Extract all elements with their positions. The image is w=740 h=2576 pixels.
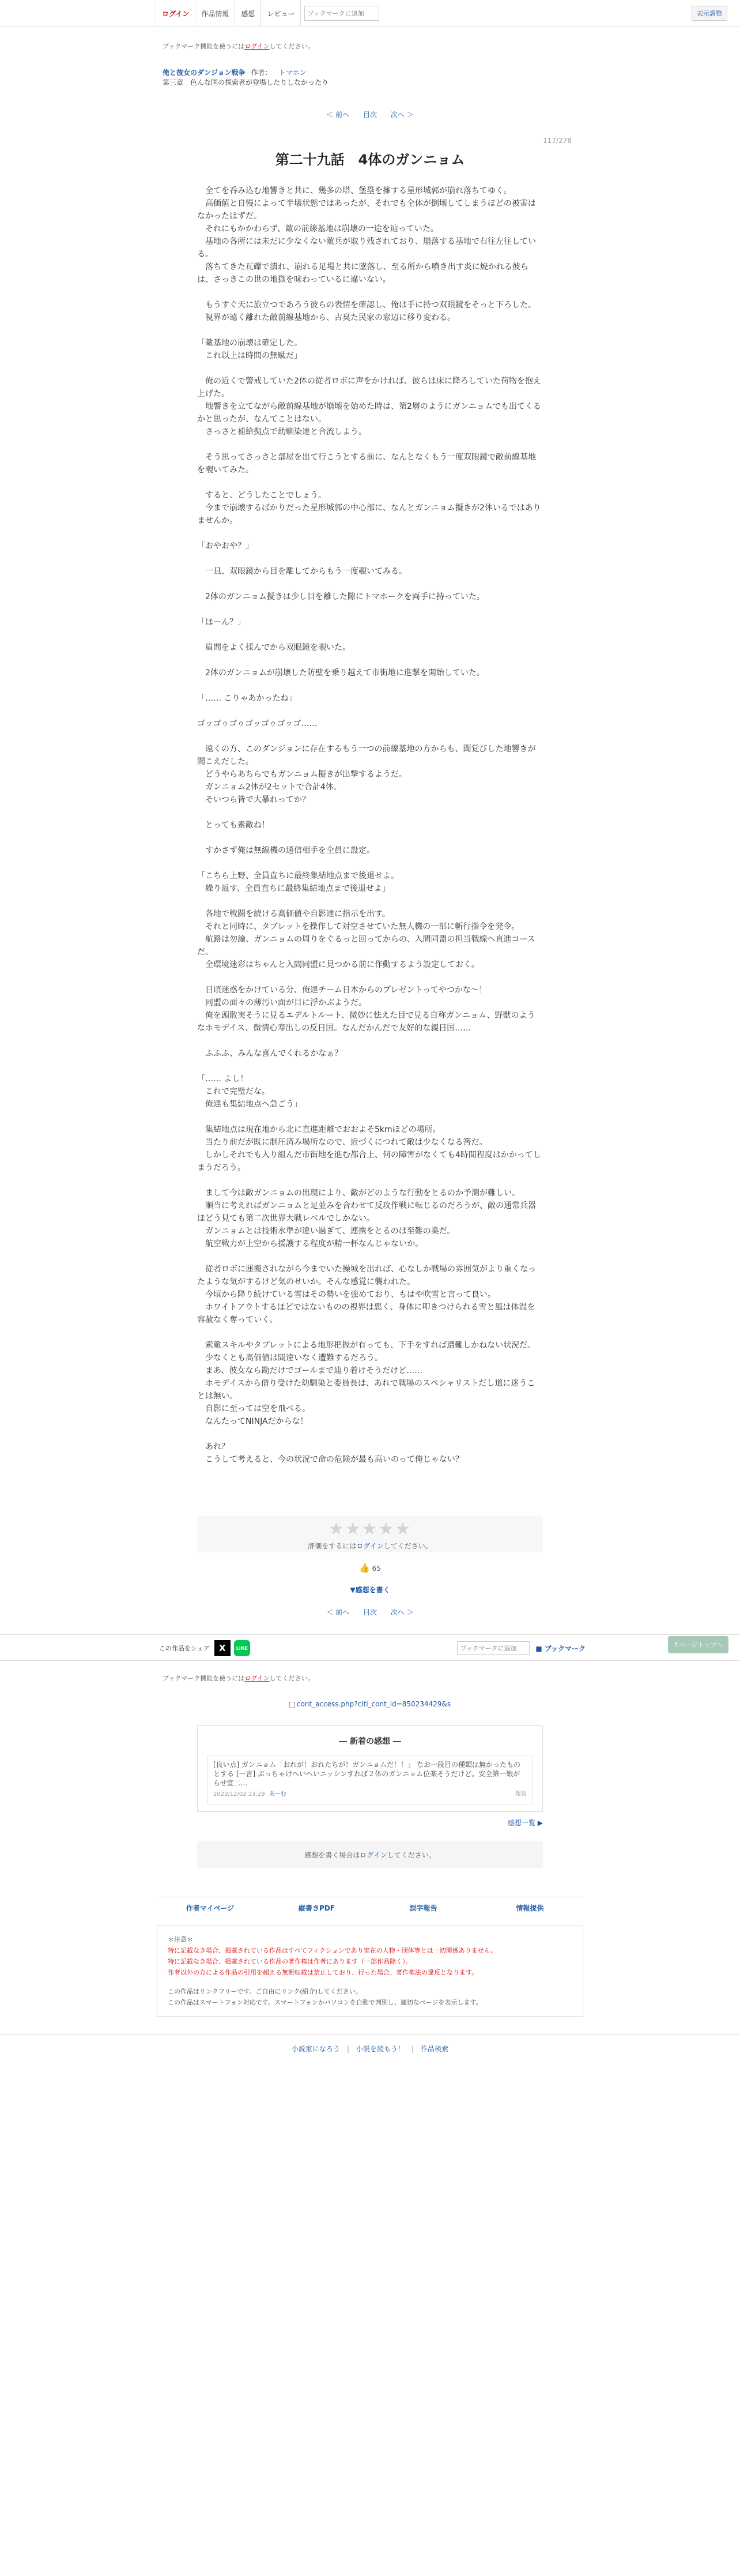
nav-impressions[interactable]: 感想	[235, 0, 261, 27]
toc-link-bottom[interactable]: 目次	[363, 1608, 377, 1616]
novel-paragraph: 眉間をよく揉んでから双眼鏡を覗いた。	[197, 643, 350, 652]
caution-line: 特に記載なき場合、掲載されている作品の著作権は作者にあります（一部作品除く）。	[168, 1958, 412, 1965]
novel-paragraph	[197, 527, 543, 540]
novel-paragraph	[197, 438, 543, 451]
novel-paragraph: それと同時に、タブレットを操作して対空させていた無人機の一部に斬行指令を発令。	[197, 922, 520, 931]
novel-paragraph	[197, 730, 543, 743]
caution-box	[157, 1926, 583, 2017]
author-link[interactable]: トマホン	[278, 69, 307, 77]
toc-link[interactable]: 目次	[363, 111, 377, 119]
novel-paragraph: まあ、彼女なら勘だけでゴールまで辿り着けそうだけど……	[197, 1366, 423, 1375]
work-info	[163, 68, 577, 88]
novel-paragraph	[197, 1326, 543, 1339]
novel-paragraph: さっさと補給拠点で幼馴染達と合流しよう。	[197, 427, 367, 437]
write-impression-toggle[interactable]: ▼感想を書く	[350, 1586, 390, 1594]
caution-note: この作品はリンクフリーです。ご自由にリンク(紹介)してください。	[168, 1988, 362, 1995]
chapter-title: 第三章 色んな国の探索者が登場したりしなかったり	[163, 78, 329, 87]
rating-note	[197, 1541, 543, 1551]
novel-paragraph: 「…… よし！	[197, 1074, 248, 1084]
write-box-post: してください。	[387, 1851, 436, 1859]
impression-meta	[213, 1790, 527, 1799]
novel-paragraph	[197, 476, 543, 489]
novel-paragraph	[197, 286, 543, 299]
novel-paragraph	[197, 1111, 543, 1123]
bottom-bar	[0, 2034, 740, 2063]
prev-link[interactable]: ＜ 前へ	[326, 111, 350, 119]
novel-paragraph: 集結地点は現在地から北に直進距離でおおよそ5kmほどの場所。	[197, 1125, 441, 1134]
novel-paragraph: とっても素敵ね！	[197, 821, 270, 830]
display-settings-button[interactable]: 表示調整	[692, 6, 727, 21]
likes-count: 65	[372, 1565, 381, 1573]
novel-paragraph: 「ほーん？」	[197, 618, 246, 627]
novel-paragraph: 「おやおや？」	[197, 541, 254, 551]
bookmark-notice-bottom-post: してください。	[269, 1675, 314, 1682]
nav-reviews[interactable]: レビュー	[261, 0, 301, 27]
novel-paragraph: あれ？	[197, 1442, 229, 1451]
next-link[interactable]: 次へ ＞	[390, 111, 414, 119]
share-label: この作品をシェア	[159, 1645, 210, 1652]
novel-paragraph: これで完璧だな。	[197, 1087, 270, 1096]
novel-paragraph: 遠くの方、このダンジョンに存在するもう一つの前線基地の方からも、聞覚びした地響きが聞こえだした。	[197, 744, 536, 766]
novel-paragraph: 航路は勿論、ガンニョムの周りをぐるっと回ってからの、入間同盟の担当戦線へ直進コースだ。	[197, 935, 535, 957]
bookmark-notice-bottom-login-link[interactable]: ログイン	[244, 1675, 270, 1682]
novel-paragraph: 全環境迷彩はちゃんと入間同盟に見つかる前に作動するよう設定しておく。	[197, 960, 480, 969]
new-impressions-heading: ― 新着の感想 ―	[339, 1737, 401, 1746]
novel-body	[197, 185, 543, 1466]
content-wrap	[163, 42, 577, 168]
write-box-pre: 感想を書く場合は	[304, 1851, 360, 1859]
novel-paragraph: 従者ロボに運搬されながら今までいた操城を出れば、心なしか戦場の雰囲気がより重くなったような気がするけど気のせいか。そんな感覚に襲われた。	[197, 1265, 536, 1287]
novel-paragraph	[197, 705, 543, 717]
bookmark-notice-post: してください。	[269, 43, 314, 50]
novel-paragraph: 同盟の面々の薄汚い面が目に浮かぶようだ。	[197, 998, 367, 1007]
impression-report-link[interactable]: 報報	[515, 1791, 527, 1797]
novel-paragraph: 繰り返す、全員直ちに最終集結地点まで後退せよ」	[197, 884, 390, 893]
novel-paragraph: 俺を頭散実そうに見るエデルトルート、微妙に怯えた目で見る自称ガンニョム、野獣のようなホモデイス、微情心寿出しの反日国。なんだかんだで友好的な親日国……	[197, 1011, 535, 1033]
novel-paragraph	[197, 832, 543, 844]
novel-paragraph	[197, 603, 543, 616]
top-nav	[156, 0, 628, 27]
bookmark-notice	[163, 42, 577, 51]
novel-paragraph	[197, 1250, 543, 1263]
novel-paragraph: どうやらあちらでもガンニョム擬きが出撃するようだ。	[197, 770, 407, 779]
access-banner[interactable]	[0, 1700, 740, 1708]
caution-line: 作者以外の方による作品の引用を超える無断転載は禁止しており、行った場合、著作権法の違反となります。	[168, 1969, 478, 1976]
share-bar-inner	[159, 1635, 586, 1661]
series-title-link[interactable]: 俺と彼女のダンジョン戦争	[163, 69, 246, 77]
next-link-bottom[interactable]: 次へ ＞	[390, 1608, 414, 1616]
bookmark-notice-bottom-pre: ブックマーク機能を使うには	[163, 1675, 245, 1682]
page-number: 117/278	[543, 137, 572, 145]
novel-paragraph: 「こちら上野、全員直ちに最終集結地点まで後退せよ。	[197, 871, 399, 881]
author-mypage-link[interactable]: 作者マイページ	[186, 1904, 235, 1912]
bookmark-notice-pre: ブックマーク機能を使うには	[163, 43, 245, 50]
caution-gap	[168, 1978, 572, 1986]
novel-paragraph: こうして考えると、今の状況で命の危険が最も高いのって俺じゃない？	[197, 1455, 463, 1464]
novel-paragraph	[197, 324, 543, 337]
novel-paragraph: 「敵基地の崩壊は確定した。	[197, 339, 302, 348]
top-bar	[0, 0, 740, 27]
impressions-list-link[interactable]: 感想一覧 ▶	[507, 1819, 543, 1827]
novel-paragraph	[197, 1035, 543, 1047]
rating-note-pre: 評価をするには	[308, 1542, 357, 1550]
share-bookmark-input[interactable]	[457, 1641, 530, 1655]
novel-paragraph: これ以上は時間の無駄だ」	[197, 351, 302, 360]
bookmark-add-input[interactable]	[304, 6, 379, 21]
novel-paragraph: 落ちてきた瓦礫で潰れ、崩れる足場と共に墜落し、至る所から噴き出す炎に焼かれる彼らは、さっきこの世の地獄を味わっているに違いない。	[197, 262, 528, 284]
novel-paragraph	[197, 654, 543, 667]
likes[interactable]	[0, 1563, 740, 1573]
novel-paragraph: ホワイトアウトするほどではないものの視界は悪く、身体に叩きつけられる雪と風は体温を容赦なく奪っていく。	[197, 1303, 535, 1325]
novel-paragraph	[197, 362, 543, 375]
nav-login[interactable]: ログイン	[156, 0, 195, 27]
broken-image-icon	[289, 1702, 295, 1708]
novel-paragraph	[197, 679, 543, 692]
bookmark-notice-login-link[interactable]: ログイン	[244, 43, 270, 50]
access-banner-text: cont_access.php?citi_cont_id=850234429&s	[296, 1700, 451, 1708]
novel-paragraph: 索敵スキルやタブレットによる地形把握が有っても、下手をすれば遭難しかねない状況だ。	[197, 1341, 536, 1350]
work-search-link[interactable]: 作品検索	[421, 2045, 449, 2053]
novel-paragraph: 当たり前だが既に制圧済み場所なので、近づくにつれて敵は少なくなる筈だ。	[197, 1138, 488, 1147]
novel-paragraph: 俺達も集結地点へ急ごう」	[197, 1100, 302, 1109]
write-box-login-link[interactable]: ログイン	[360, 1851, 387, 1859]
site-home-link[interactable]: 小説家になろう	[291, 2045, 340, 2053]
rating-note-post: してください。	[383, 1542, 432, 1550]
novel-paragraph: まして今は敵ガンニョムの出現により、敵がどのような行動をとるのか予測が難しい。	[197, 1189, 520, 1198]
novel-paragraph: 各地で戦闘を続ける高価値や自影達に指示を出す。	[197, 909, 390, 919]
novel-paragraph	[197, 1428, 543, 1441]
novel-paragraph: ゴッゴゥゴゥゴッゴゥゴッゴ……	[197, 719, 318, 728]
novel-paragraph: そう思ってさっさと部屋を出て行こうとする前に、なんとなくもう一度双眼鏡で敵前線基地を覗いてみた。	[197, 453, 536, 475]
author-label: 作者：	[251, 69, 272, 77]
novel-paragraph: それにもかかわらず、敵の前線基地は崩壊の一途を辿っていた。	[197, 224, 439, 234]
line-share-icon[interactable]: LINE	[234, 1640, 250, 1656]
novel-paragraph	[197, 629, 543, 641]
novel-paragraph: 「…… こりゃあかったね」	[197, 694, 297, 703]
novel-paragraph: 基地の各所には未だに少なくない敵兵が取り残されており、崩落する基地で右往左往している。	[197, 237, 536, 259]
pager-bottom	[0, 1607, 740, 1617]
prev-link-bottom[interactable]: ＜ 前へ	[326, 1608, 350, 1616]
novel-paragraph	[197, 1060, 543, 1073]
bottom-sep: |	[346, 2044, 349, 2053]
rating-stars[interactable]: ★★★★★	[328, 1519, 412, 1539]
novel-paragraph: そいつら皆で大暴れってか？	[197, 795, 310, 804]
info-provide-link[interactable]: 情報提供	[516, 1904, 544, 1912]
footer-links	[157, 1897, 583, 1919]
page-top-button[interactable]: ↑ページトップへ	[668, 1636, 728, 1653]
novel-paragraph: 少なくとも高価値は間違いなく遭難するだろう。	[197, 1353, 383, 1363]
novel-paragraph: 2体のガンニョム擬きは少し目を離した隙にトマホークを両手に持っていた。	[197, 592, 485, 601]
episode-title: 第二十九話 4体のガンニョム	[275, 152, 465, 168]
novel-paragraph: ガンニョム2体が2セットで合計4体。	[197, 783, 342, 792]
novel-paragraph: 2体のガンニョムが崩壊した防壁を乗り越えて市街地に進撃を開始していた。	[197, 668, 485, 678]
caution-note: この作品はスマートフォン対応です。スマートフォンかパソコンを自動で判別し、適切なページを表示します。	[168, 1999, 482, 2006]
nav-work-info[interactable]: 作品情報	[195, 0, 235, 27]
novel-paragraph: 地響きを立てながら敵前線基地が崩壊を始めた時は、第2層のようにガンニョムでも出てくるかと思ったが、なんてことはない。	[197, 402, 541, 424]
thumbs-up-icon: 👍	[359, 1563, 370, 1573]
rating-box	[197, 1515, 543, 1552]
yomou-link[interactable]: 小説を読もう！	[356, 2045, 405, 2053]
novel-paragraph	[197, 971, 543, 984]
novel-paragraph	[197, 895, 543, 908]
novel-paragraph: 今頃から降り続けている雪はその勢いを強めており、もはや吹雪と言って良い。	[197, 1290, 496, 1299]
novel-paragraph: なんたってNINJAだからな！	[197, 1417, 308, 1426]
x-share-icon[interactable]: X	[214, 1640, 231, 1656]
typo-report-link[interactable]: 誤字報告	[409, 1904, 437, 1912]
novel-paragraph: 日頃迷惑をかけている分、俺達チーム日本からのプレゼントってやつかな～！	[197, 986, 487, 995]
bookmark-button[interactable]: ■ ブックマーク	[535, 1644, 586, 1653]
novel-paragraph: ガンニョムとは技術水準が違い過ぎて、連携をとるのは至難の業だ。	[197, 1227, 455, 1236]
novel-paragraph: すかさず俺は無線機の通信相手を全員に設定。	[197, 846, 375, 855]
impression-date: 2023/12/02 23:29	[213, 1791, 265, 1797]
novel-paragraph: しかしそれでも入り組んだ市街地を進む都合上、何の障害がなくても4時間程度はかかってしまうだろう。	[197, 1150, 541, 1172]
novel-paragraph	[197, 857, 543, 870]
write-impression-box	[197, 1841, 543, 1868]
share-bar	[0, 1634, 740, 1661]
bookmark-notice-bottom	[163, 1674, 577, 1683]
novel-paragraph: ふふふ、みんな喜んでくれるかなぁ？	[197, 1049, 343, 1058]
novel-paragraph: 高価値と自慢によって半壊状態ではあったが、それでも全体が倒壊してしまうほどの被害はなかったはずだ。	[197, 199, 536, 221]
share-bookmark-area	[457, 1641, 586, 1655]
novel-paragraph: 航空戦力が上空から援護する程度が精一杯なんじゃないか。	[197, 1239, 423, 1248]
new-impressions-box	[197, 1725, 543, 1812]
novel-paragraph: もうすぐ天に旅立つであろう彼らの表情を確認し、俺は手に持つ双眼鏡をそっと下ろした。	[197, 300, 536, 310]
novel-paragraph	[197, 806, 543, 819]
caution-line: 特に記載なき場合、掲載されている作品はすべてフィクションであり実在の人物・団体等とは一切関係ありません。	[168, 1947, 497, 1954]
novel-paragraph	[197, 552, 543, 565]
novel-paragraph: ホモデイスから借り受けた幼馴染と委員長は、あれで戦場のスペシャリストだし道に迷うことは無い。	[197, 1379, 535, 1401]
impression-author[interactable]: あーむ	[269, 1791, 286, 1797]
novel-paragraph: すると、どうしたことでしょう。	[197, 491, 326, 500]
impression-text: [良い点] ガンニョム「おれが！おれたちが！ガンニョムだ！！」 なお一段目の種類は無かったものとする [一言] ぶっちゃけへいへいニッシンすれば２体のガンニョム位楽そうだけど。安全第一娘がらせ宜二...	[213, 1761, 520, 1787]
novel-paragraph	[197, 578, 543, 591]
novel-paragraph: 今まで崩壊するばかりだった星形城郭の中心部に、なんとガンニョム擬きが2体いるではありませんか。	[197, 503, 541, 525]
novel-paragraph: 一旦、双眼鏡から目を離してからもう一度覗いてみる。	[197, 567, 407, 576]
novel-paragraph: 順当に考えればガンニョムと足並みを合わせて反攻作戦に転じるのだろうが、敵の通常兵器ほどう見ても第二次世界大戦レベルでしかない。	[197, 1201, 536, 1223]
rating-login-link[interactable]: ログイン	[356, 1542, 384, 1550]
pager-top	[163, 110, 577, 119]
novel-paragraph: 俺の近くで警戒していた2体の従者ロボに声をかければ、彼らは床に降ろしていた荷物を抱え上げた。	[197, 377, 541, 398]
novel-paragraph	[197, 1174, 543, 1187]
impression-item[interactable]	[207, 1755, 533, 1804]
caution-heading: ＊注意＊	[168, 1936, 193, 1943]
novel-paragraph: 全てを呑み込む地響きと共に、幾多の塔、堡塁を擁する星形城郭が崩れ落ちてゆく。	[197, 186, 512, 195]
bookmark-add-area	[301, 0, 379, 27]
novel-paragraph: 視界が遠く離れた敵前線基地から、古臭た民家の窓辺に移り変わる。	[197, 313, 455, 322]
bottom-sep: |	[411, 2044, 414, 2053]
novel-paragraph: 自影に至っては空を飛べる。	[197, 1404, 310, 1413]
vertical-pdf-link[interactable]: 縦書きPDF	[299, 1904, 335, 1912]
